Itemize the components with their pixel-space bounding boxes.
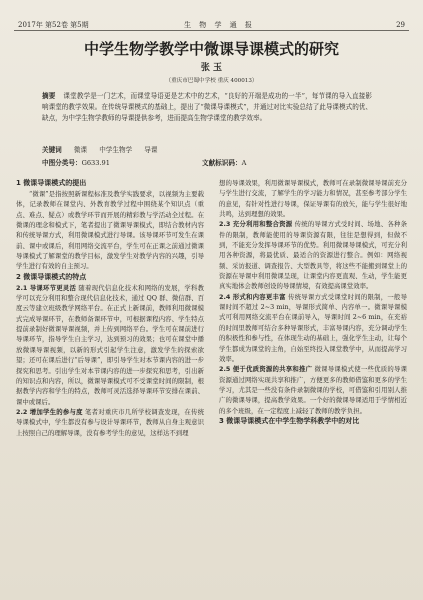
section-2-2-text: 笔者对重庆市几所学校调查发现，在传统导课模式中，学生都没有参与设计导课环节，教师从自身主观意识上按照自己的理解导课，没有参考学生的意见，这样达不到理 — [16, 407, 204, 437]
clc-code: G633.91 — [81, 159, 110, 167]
section-2-5-title: 2.5 便于优质资源的共享和推广 — [219, 365, 313, 374]
classification-line — [42, 158, 372, 168]
right-column — [219, 178, 407, 427]
continued-paragraph: 想的导课效果，利用微课导课模式，教师可在录制微课导课前充分与学生进行交流，了解学生的学习能力和情况，甚至参考部分学生的意见，有针对性进行导课，保证导课有的放矢，能与学生很好地共鸣，达到理想的效果。 — [219, 179, 407, 219]
keywords — [42, 145, 372, 155]
keyword: 中学生物学 — [99, 146, 133, 154]
section-2-heading: 2 微课导课模式的特点 — [16, 272, 87, 281]
section-2-4-text: 传统导课方式受课堂时间的限制，一般导课时间不超过 2~3 min，导课形式简单、内容单一。微课导课模式可利用网络交流平台在课前导入，导课时间 2~6 min，在充裕的时间里教师可结合多种导课形式，丰富导课内容，充分调动学生的积极性和参与性，在体现生动的基础上，强化学生主动，让每个学生都成为课堂的主角，自始至终投入课堂教学中，从而提高学习效率。 — [219, 292, 407, 363]
journal-name: 生 物 学 通 报 — [184, 21, 255, 29]
keyword: 导课 — [144, 146, 158, 154]
section-1-heading: 1 微课导课模式的提出 — [16, 179, 87, 187]
section-2-3-text: 传统的导课方式受时间、场地、各种条件的限制，教师能使用的导课资源有限，往往是想得到，但做不到，不能充分发挥导课环节的优势。利用微课导课模式，可充分利用各种资源，将最优质、最适合的资源进行整合。例如：网络视频、采访报道、调查报告、大型教具等，将这些不能搬到课堂上的资源在导课中利用微课呈现，让课堂内容更直观、生动，学生能更真实地体会教师创设的导课情境，有效提高课堂效率。 — [219, 220, 407, 291]
page-number: 29 — [396, 21, 405, 29]
section-2-1-title: 2.1 导课环节更灵活 — [16, 283, 77, 292]
author-name: 张 玉 — [200, 63, 223, 73]
document-code — [202, 158, 246, 168]
doc-code-label: 文献标识码： — [202, 159, 242, 167]
abstract-text: 课堂教学是一门艺术，而课堂导语更是艺术中的艺术，“良好的开端是成功的一半”，每节课的导入直接影响课堂的教学效果。在传统导课模式的基础上，提出了“微课导课模式”，并通过对比实验总结了此导课模式的优、缺点，为中学生物学教师的导课提供参考，进而提高生物学课堂的教学效率。 — [42, 92, 373, 122]
section-3-heading: 3 微课导课模式在中学生物学科教学中的对比 — [219, 416, 360, 425]
abstract-label: 摘要 — [42, 92, 56, 100]
clc-label: 中图分类号： — [42, 159, 82, 167]
section-2-5-text: 微课导课模式使一些优质的导课资源通过网络实现共享和推广，方便更多的教师借鉴和更多的学生学习，尤其是一些没有条件录制微课的学校，可借鉴和引用别人推广的微课导课，提高教学效果。一个好的微课导课适用于学情相近的多个班级，在一定程度上减轻了教师的教学负担。 — [219, 365, 407, 415]
left-column — [16, 178, 204, 438]
journal-issue: 2017年 第52卷 第5期 — [18, 21, 89, 29]
keywords-label: 关键词 — [42, 146, 62, 154]
abstract — [42, 91, 372, 124]
section-1-paragraph: “微课”是指按照新课程标准及教学实践要求，以视频为主要载体，记录教师在课堂内、外教育教学过程中围绕某个知识点（重点、难点、疑点）或教学环节而开展的精彩教与学活动全过程。在微课的理念和模式下，笔者提出了微课导课模式，即结合教材内容和传统导课方式，利用微课模式进行导课。该导课环节可发生在课前、课中或课后，利用网络交流平台，学生可在正课之前通过微课导课模式了解课堂的教学目标，激发学生对教学内容的兴趣，引导学生进行有效的自主预习。 — [16, 190, 204, 271]
section-2-4-title: 2.4 形式和内容更丰富 — [219, 292, 286, 301]
keyword: 微课 — [73, 146, 88, 154]
section-2-3-title: 2.3 充分利用和整合资源 — [219, 220, 293, 229]
author-affiliation: （重庆市巴蜀中学校 重庆 400013） — [165, 78, 258, 84]
running-head — [14, 18, 409, 31]
article-title: 中学生物学教学中微课导课模式的研究 — [83, 40, 339, 58]
section-2-1-text: 随着现代信息化技术和网络的发展，学科教学可以充分利用和整合现代信息化技术，通过 QQ 群、微信群、百度云等建立班级教学网络平台。在正式上新课前，教师利用微课模式完成导课环节，在教师备课环节中，可根据课程内容、学生特点提前录制好微课导课视频，并上传到网络平台。学生可在课前进行导课环节，指导学生自主学习，达到预习的效果；也可在课堂中播放微课导课视频，以新的形式引起学生注意，激发学生的探索欲望；还可在课后进行“后导课”，即引导学生对本节课内容的进一步探究和思考。引出学生对本节课内容的进一步探究和思考，引出新的知识点和内容，所以，微课导课模式可不受课堂时间的限制，根据教学内容和学生的特点，教师可灵活选择导课环节安排在课前、课中或课后。 — [16, 283, 204, 406]
doc-code-value: A — [241, 159, 247, 167]
section-2-2-title: 2.2 增加学生的参与度 — [16, 407, 83, 416]
